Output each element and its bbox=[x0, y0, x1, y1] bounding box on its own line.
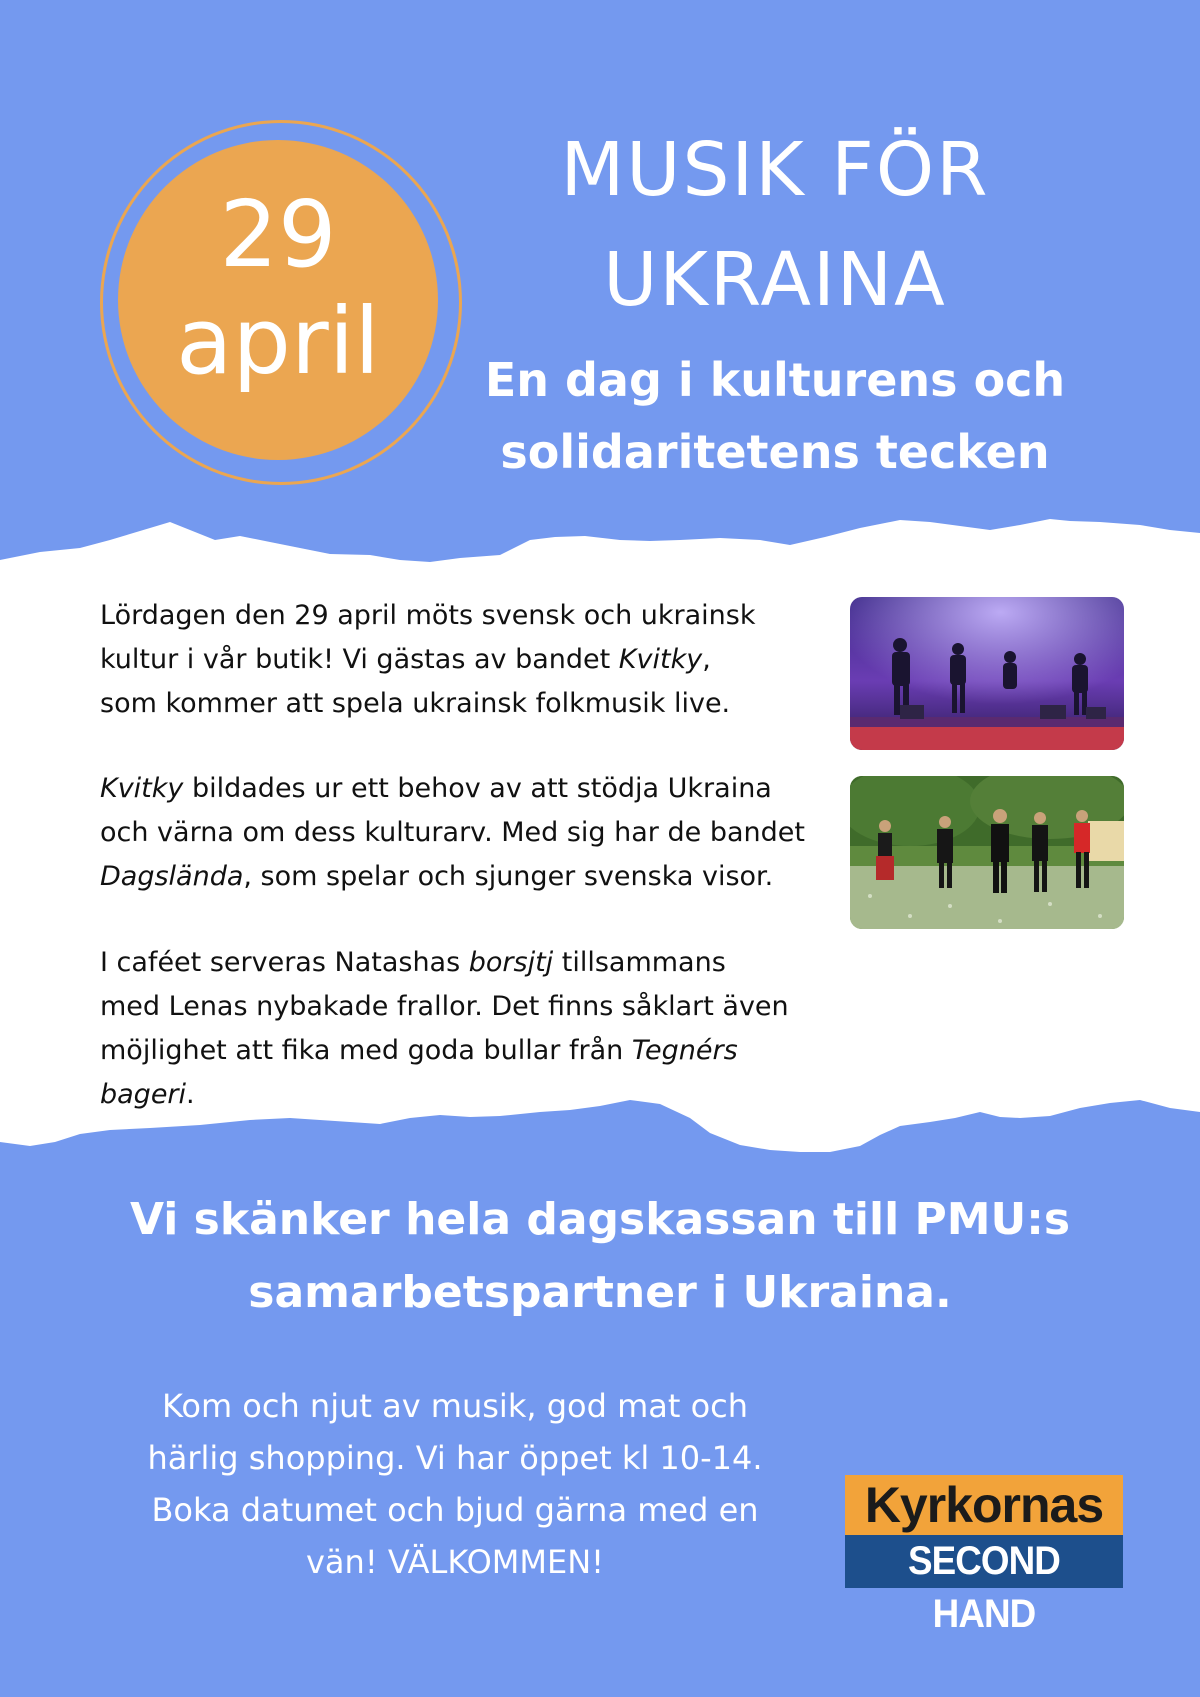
band-name: Kvitky bbox=[618, 644, 703, 675]
bakery-name: Tegnérs bbox=[631, 1035, 738, 1066]
text: med Lenas nybakade frallor. Det finns såklart även bbox=[100, 991, 789, 1022]
text: kultur i vår butik! Vi gästas av bandet bbox=[100, 644, 619, 675]
event-subtitle-line-1: En dag i kulturens och bbox=[484, 353, 1066, 407]
invite-line: vän! VÄLKOMMEN! bbox=[305, 1543, 604, 1581]
text: . bbox=[186, 1079, 195, 1110]
body-line bbox=[100, 855, 860, 899]
text: och värna om dess kulturarv. Med sig har de bandet bbox=[100, 817, 805, 848]
text: Lördagen den 29 april möts svensk och ukrainsk bbox=[100, 600, 756, 631]
body-line bbox=[100, 767, 860, 811]
bakery-name: bageri bbox=[100, 1079, 187, 1110]
band-field-photo bbox=[850, 776, 1124, 929]
text: bildades ur ett behov av att stödja Ukraina bbox=[183, 773, 772, 804]
text: , som spelar och sjunger svenska visor. bbox=[243, 861, 774, 892]
body-line bbox=[100, 1073, 860, 1117]
body-line bbox=[100, 682, 860, 726]
donation-line-1: Vi skänker hela dagskassan till PMU:s bbox=[129, 1194, 1071, 1245]
body-line bbox=[100, 941, 860, 985]
band-name: Dagslända bbox=[100, 861, 244, 892]
logo-word-second-hand: SECOND HAND bbox=[908, 1539, 1060, 1636]
body-line bbox=[100, 1029, 860, 1073]
date-month: april bbox=[176, 288, 380, 395]
event-title-line-1: MUSIK FÖR bbox=[560, 127, 990, 213]
body-line bbox=[100, 594, 860, 638]
event-title-line-2: UKRAINA bbox=[603, 237, 947, 323]
text: som kommer att spela ukrainsk folkmusik live. bbox=[100, 688, 731, 719]
dish-name: borsjtj bbox=[468, 947, 554, 978]
text: möjlighet att fika med goda bullar från bbox=[100, 1035, 632, 1066]
event-subtitle-line-2: solidaritetens tecken bbox=[500, 425, 1050, 479]
body-line bbox=[100, 811, 860, 855]
text: tillsammans bbox=[553, 947, 726, 978]
text: , bbox=[702, 644, 711, 675]
body-line bbox=[100, 985, 860, 1029]
date-day: 29 bbox=[219, 181, 337, 288]
band-name: Kvitky bbox=[100, 773, 184, 804]
invite-line: Boka datumet och bjud gärna med en bbox=[151, 1491, 759, 1529]
body-line bbox=[100, 638, 860, 682]
invite-line: Kom och njut av musik, god mat och bbox=[161, 1387, 749, 1425]
donation-line-2: samarbetspartner i Ukraina. bbox=[248, 1267, 952, 1318]
concert-photo bbox=[850, 597, 1124, 750]
invite-line: härlig shopping. Vi har öppet kl 10-14. bbox=[147, 1439, 763, 1477]
kyrkornas-second-hand-logo bbox=[845, 1475, 1123, 1636]
logo-word-kyrkornas: Kyrkornas bbox=[864, 1477, 1104, 1533]
text: I caféet serveras Natashas bbox=[100, 947, 469, 978]
